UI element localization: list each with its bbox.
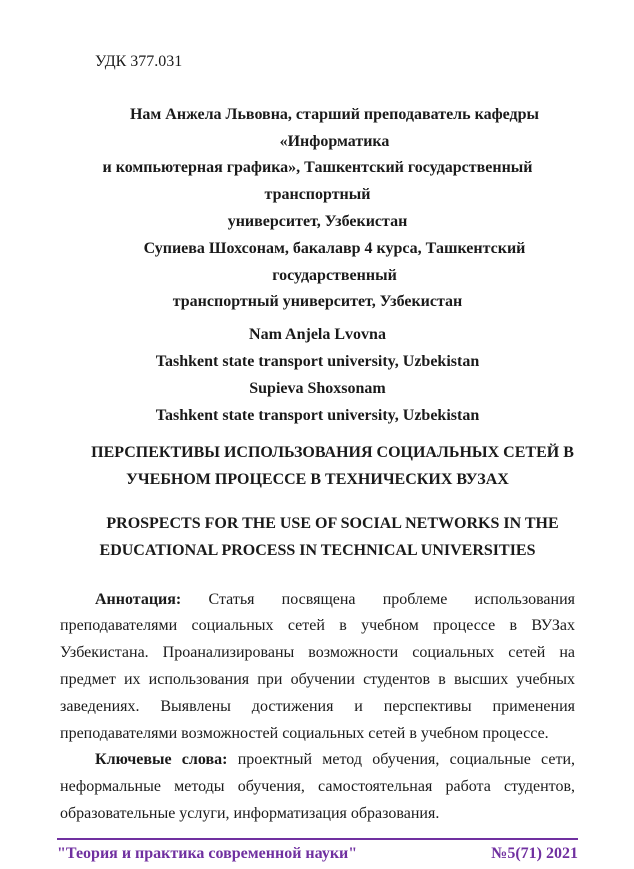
authors-ru-paragraph-1: Нам Анжела Львовна, старший преподаватель кафедры «Информатика и компьютерная графика», Ташкентский государственный транспортный университет, Узбекистан	[102, 105, 540, 230]
article-title-ru	[60, 440, 575, 494]
authors-ru-block	[60, 102, 575, 316]
article-title-ru-lines: ПЕРСПЕКТИВЫ ИСПОЛЬЗОВАНИЯ СОЦИАЛЬНЫХ СЕТЕЙ В УЧЕБНОМ ПРОЦЕССЕ В ТЕХНИЧЕСКИХ ВУЗАХ	[91, 444, 574, 489]
keywords-label: Ключевые слова:	[95, 751, 228, 769]
journal-title: "Теория и практика современной науки"	[57, 845, 358, 862]
udk-code: УДК 377.031	[95, 53, 183, 70]
document-page	[0, 49, 634, 869]
authors-en-block	[60, 322, 575, 429]
keywords-paragraph	[60, 747, 575, 827]
article-title-en-lines: PROSPECTS FOR THE USE OF SOCIAL NETWORKS IN THE EDUCATIONAL PROCESS IN TECHNICAL UNIVERSITIES	[99, 514, 559, 559]
abstract-paragraph	[60, 587, 575, 748]
keywords-text: проектный метод обучения, социальные сети, неформальные методы обучения, самостоятельная работа студентов, образовательные услуги, информатизация образования.	[60, 751, 576, 822]
authors-ru-paragraph-2: Супиева Шохсонам, бакалавр 4 курса, Ташкентский государственный транспортный университет, Узбекистан	[143, 239, 526, 311]
abstract-label: Аннотация:	[95, 590, 182, 608]
article-title-en	[60, 511, 575, 565]
issue-number: №5(71) 2021	[491, 845, 578, 862]
page-footer	[57, 838, 578, 866]
authors-en-lines: Nam Anjela Lvovna Tashkent state transport university, Uzbekistan Supieva Shoxsonam Tashkent state transport university, Uzbekistan	[155, 326, 480, 424]
abstract-text: Статья посвящена проблеме использования преподавателями социальных сетей в учебном процессе в ВУЗах Узбекистана. Проанализированы возможности социальных сетей на предмет их использования при обучении студентов в высших учебных заведениях. Выявлены достижения и перспективы применения преподавателями возможностей социальных сетей в учебном процессе.	[60, 590, 576, 742]
